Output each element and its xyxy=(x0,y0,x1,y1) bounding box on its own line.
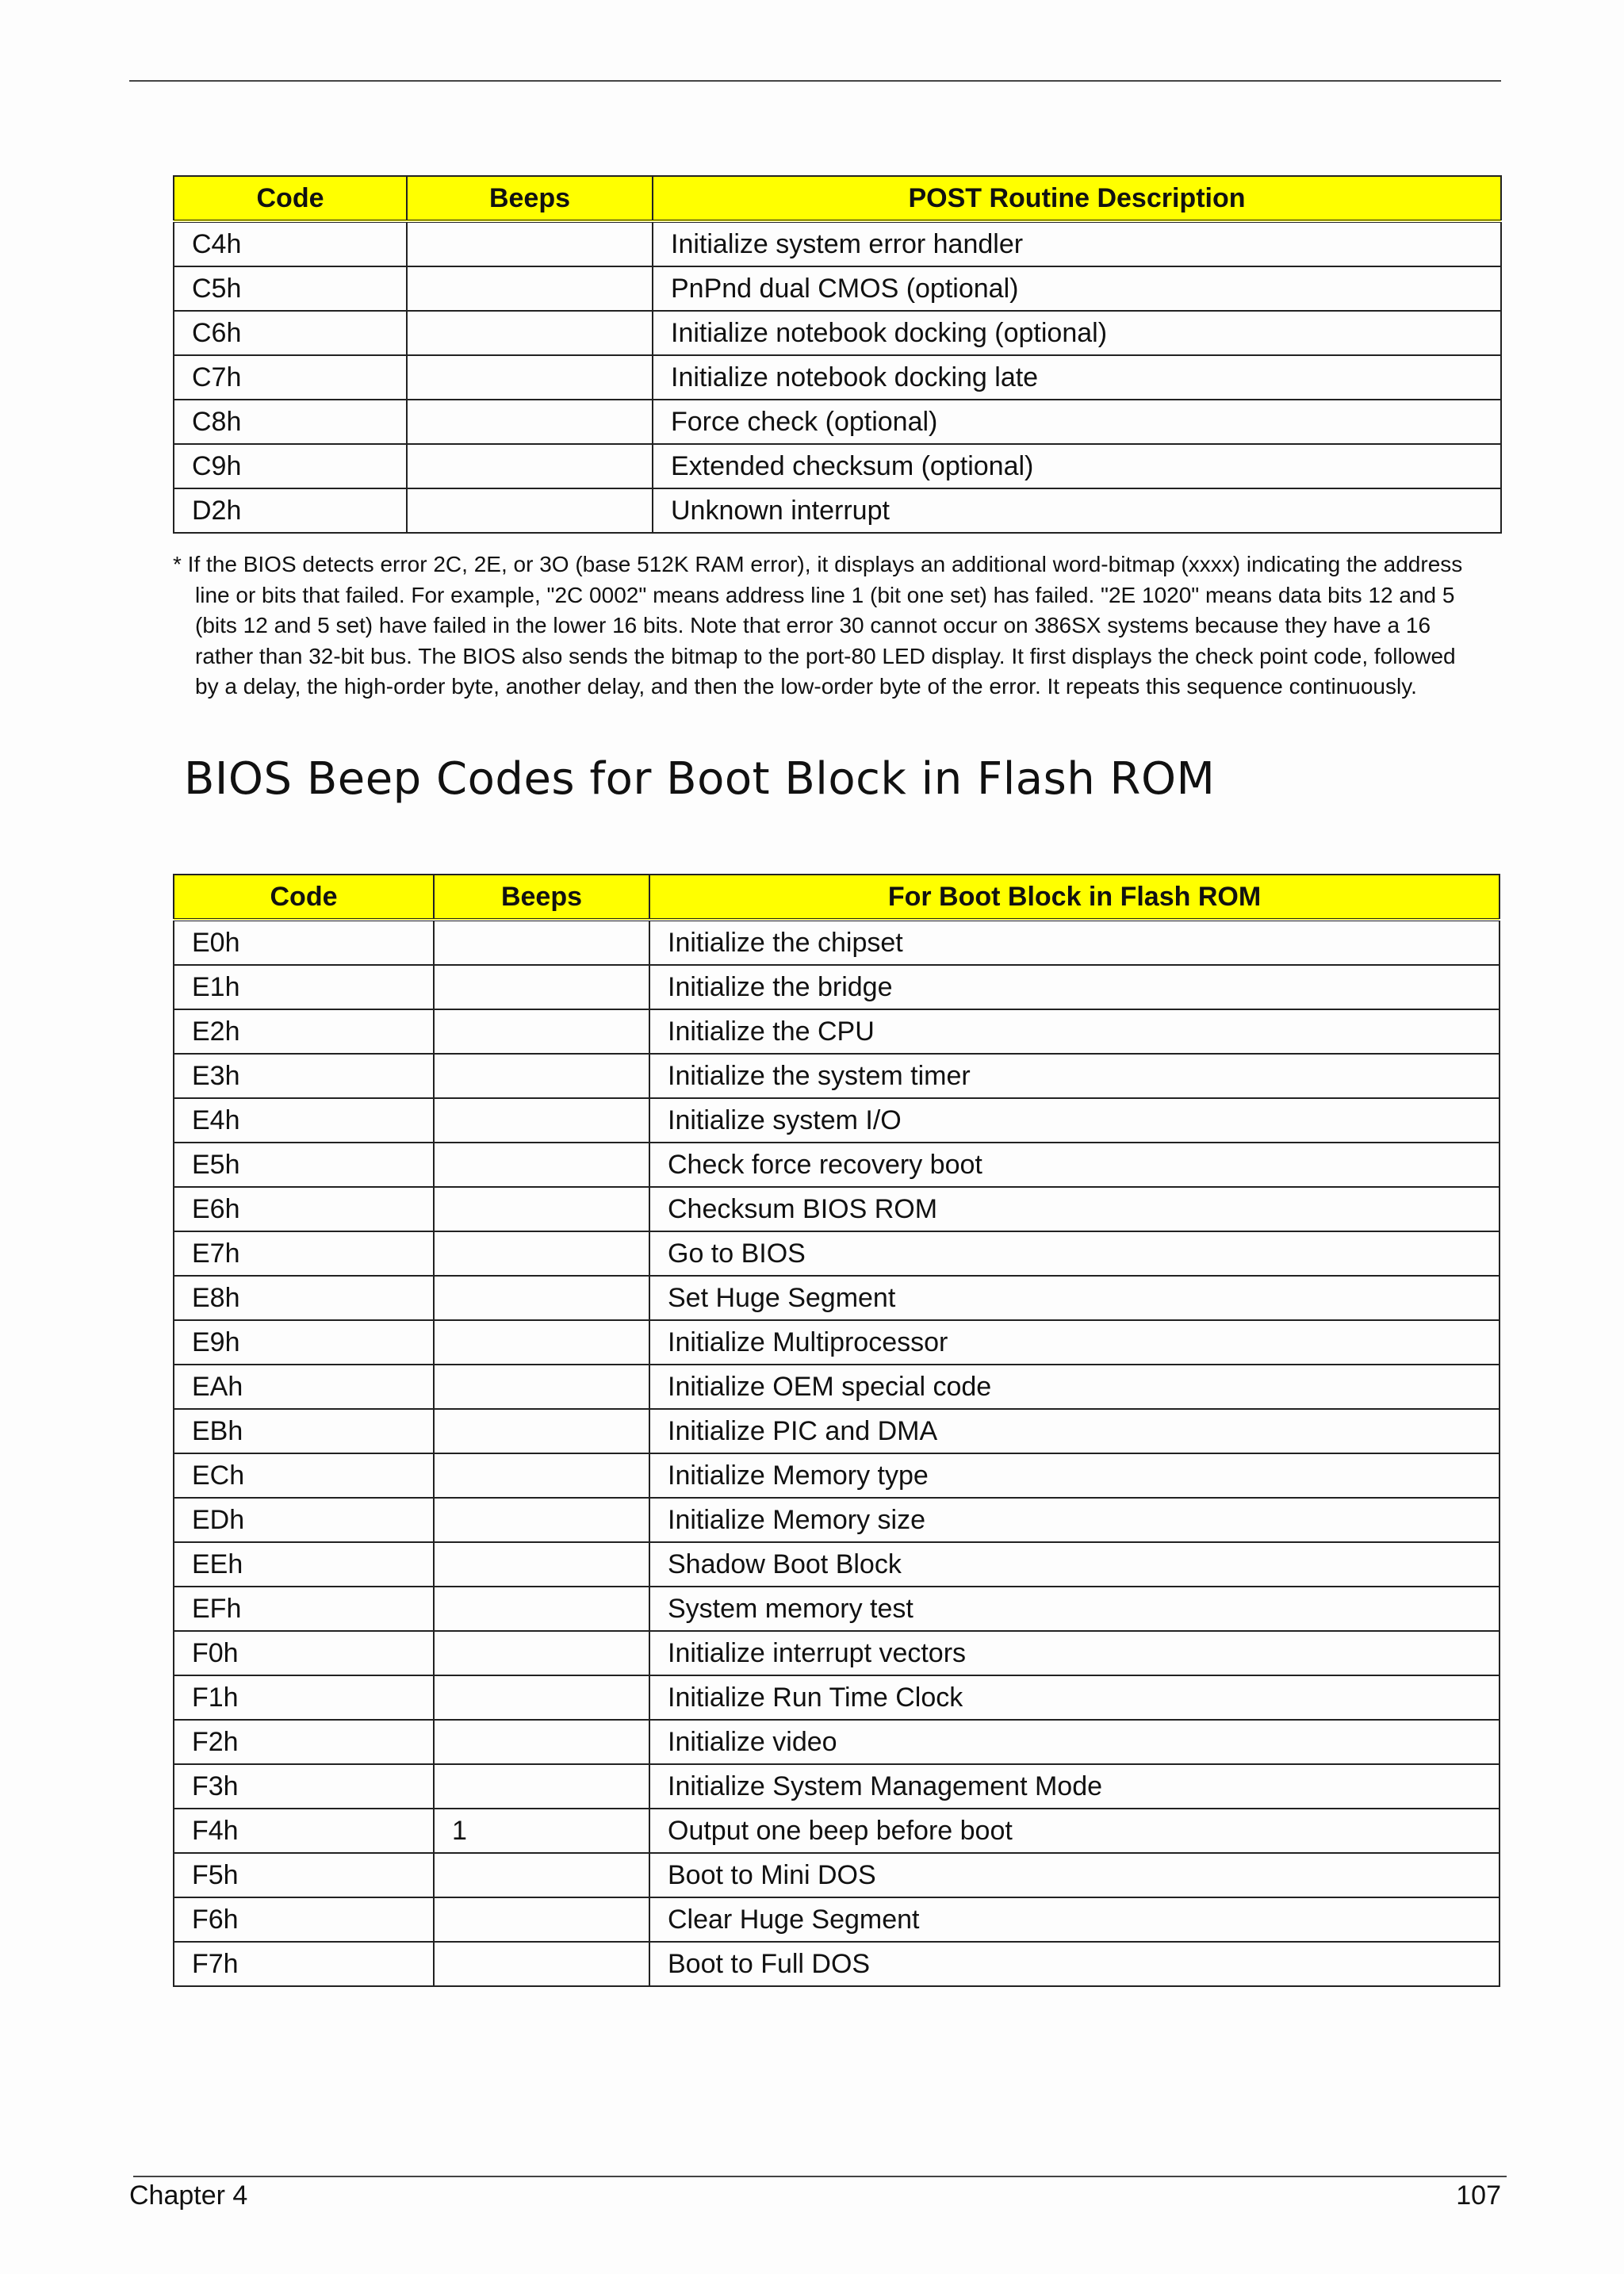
cell-beeps xyxy=(434,1498,649,1542)
cell-description: Check force recovery boot xyxy=(649,1143,1500,1187)
cell-beeps xyxy=(434,965,649,1009)
cell-code: F1h xyxy=(174,1675,434,1720)
cell-beeps xyxy=(434,1409,649,1453)
table-row xyxy=(174,920,1500,965)
cell-description: Initialize system I/O xyxy=(649,1098,1500,1143)
table-row xyxy=(174,965,1500,1009)
cell-description: PnPnd dual CMOS (optional) xyxy=(653,266,1501,311)
cell-beeps xyxy=(434,920,649,965)
cell-code: F2h xyxy=(174,1720,434,1764)
cell-code: EDh xyxy=(174,1498,434,1542)
cell-beeps xyxy=(407,444,653,488)
cell-description: Initialize the bridge xyxy=(649,965,1500,1009)
cell-code: C5h xyxy=(174,266,407,311)
cell-code: C8h xyxy=(174,400,407,444)
cell-beeps xyxy=(407,221,653,266)
cell-description: Boot to Mini DOS xyxy=(649,1853,1500,1897)
cell-description: Initialize notebook docking (optional) xyxy=(653,311,1501,355)
cell-description: Initialize system error handler xyxy=(653,221,1501,266)
column-header-beeps: Beeps xyxy=(434,875,649,920)
cell-code: C6h xyxy=(174,311,407,355)
cell-description: Extended checksum (optional) xyxy=(653,444,1501,488)
cell-code: E0h xyxy=(174,920,434,965)
cell-code: E9h xyxy=(174,1320,434,1365)
cell-code: F4h xyxy=(174,1809,434,1853)
cell-code: F3h xyxy=(174,1764,434,1809)
cell-description: Initialize video xyxy=(649,1720,1500,1764)
cell-description: Shadow Boot Block xyxy=(649,1542,1500,1587)
table-row xyxy=(174,355,1501,400)
cell-beeps xyxy=(434,1009,649,1054)
table-row xyxy=(174,400,1501,444)
table-row xyxy=(174,1187,1500,1231)
cell-beeps xyxy=(434,1231,649,1276)
cell-beeps xyxy=(434,1143,649,1187)
cell-description: Checksum BIOS ROM xyxy=(649,1187,1500,1231)
cell-code: E2h xyxy=(174,1009,434,1054)
cell-beeps xyxy=(407,355,653,400)
table-row xyxy=(174,1231,1500,1276)
footer-rule xyxy=(133,2176,1507,2177)
header-rule xyxy=(129,80,1501,82)
section-heading: BIOS Beep Codes for Boot Block in Flash ROM xyxy=(184,753,1216,805)
table-row xyxy=(174,1498,1500,1542)
table-header-row xyxy=(174,176,1501,221)
table-row xyxy=(174,1365,1500,1409)
cell-description: Initialize notebook docking late xyxy=(653,355,1501,400)
cell-beeps xyxy=(434,1054,649,1098)
cell-description: Force check (optional) xyxy=(653,400,1501,444)
cell-code: EEh xyxy=(174,1542,434,1587)
cell-beeps xyxy=(434,1631,649,1675)
cell-beeps xyxy=(407,488,653,533)
cell-code: EBh xyxy=(174,1409,434,1453)
cell-description: Unknown interrupt xyxy=(653,488,1501,533)
table-row xyxy=(174,1675,1500,1720)
column-header-code: Code xyxy=(174,176,407,221)
table-row xyxy=(174,266,1501,311)
table-row xyxy=(174,1409,1500,1453)
cell-description: Initialize Memory type xyxy=(649,1453,1500,1498)
cell-beeps xyxy=(434,1897,649,1942)
table-row xyxy=(174,1587,1500,1631)
cell-beeps xyxy=(407,311,653,355)
boot-block-codes-table xyxy=(173,874,1500,1987)
cell-beeps xyxy=(434,1453,649,1498)
cell-code: F5h xyxy=(174,1853,434,1897)
cell-description: Initialize the system timer xyxy=(649,1054,1500,1098)
cell-description: Initialize Memory size xyxy=(649,1498,1500,1542)
cell-code: C7h xyxy=(174,355,407,400)
cell-description: Output one beep before boot xyxy=(649,1809,1500,1853)
cell-beeps xyxy=(434,1764,649,1809)
cell-code: E8h xyxy=(174,1276,434,1320)
table-row xyxy=(174,1276,1500,1320)
table-row xyxy=(174,1631,1500,1675)
cell-code: E6h xyxy=(174,1187,434,1231)
cell-code: EFh xyxy=(174,1587,434,1631)
cell-beeps xyxy=(407,266,653,311)
table-row xyxy=(174,488,1501,533)
cell-beeps xyxy=(407,400,653,444)
cell-description: Go to BIOS xyxy=(649,1231,1500,1276)
cell-beeps xyxy=(434,1276,649,1320)
cell-beeps: 1 xyxy=(434,1809,649,1853)
table-row xyxy=(174,1320,1500,1365)
cell-code: EAh xyxy=(174,1365,434,1409)
cell-description: Boot to Full DOS xyxy=(649,1942,1500,1986)
cell-description: Initialize the chipset xyxy=(649,920,1500,965)
cell-code: E5h xyxy=(174,1143,434,1187)
cell-beeps xyxy=(434,1942,649,1986)
footer-page-number: 107 xyxy=(1456,2180,1501,2211)
cell-code: F0h xyxy=(174,1631,434,1675)
table-row xyxy=(174,444,1501,488)
cell-beeps xyxy=(434,1320,649,1365)
cell-beeps xyxy=(434,1365,649,1409)
cell-beeps xyxy=(434,1675,649,1720)
cell-beeps xyxy=(434,1720,649,1764)
cell-code: C9h xyxy=(174,444,407,488)
table-row xyxy=(174,1542,1500,1587)
cell-code: D2h xyxy=(174,488,407,533)
table-row xyxy=(174,1054,1500,1098)
cell-description: Clear Huge Segment xyxy=(649,1897,1500,1942)
cell-code: E1h xyxy=(174,965,434,1009)
footnote: * If the BIOS detects error 2C, 2E, or 3O (base 512K RAM error), it displays an additional word-bitmap (xxxx) indicating the address line or bits that failed. For example, "2C 0002" means address line 1 (bit one set) has failed. "2E 1020" means data bits 12 and 5 (bits 12 and 5 set) have failed in the lower 16 bits. Note that error 30 cannot occur on 386SX systems because they have a 16 rather than 32-bit bus. The BIOS also sends the bitmap to the port-80 LED display. It first displays the check point code, followed by a delay, the high-order byte, another delay, and then the low-order byte of the error. It repeats this sequence continuously. xyxy=(173,552,1463,699)
table-row xyxy=(174,1809,1500,1853)
column-header-code: Code xyxy=(174,875,434,920)
cell-description: Set Huge Segment xyxy=(649,1276,1500,1320)
cell-code: E4h xyxy=(174,1098,434,1143)
cell-beeps xyxy=(434,1542,649,1587)
cell-description: Initialize Multiprocessor xyxy=(649,1320,1500,1365)
cell-beeps xyxy=(434,1853,649,1897)
table-row xyxy=(174,1720,1500,1764)
column-header-description: POST Routine Description xyxy=(653,176,1501,221)
post-codes-table-continued xyxy=(173,175,1502,534)
cell-code: E3h xyxy=(174,1054,434,1098)
cell-description: Initialize PIC and DMA xyxy=(649,1409,1500,1453)
table-row xyxy=(174,1764,1500,1809)
cell-description: Initialize interrupt vectors xyxy=(649,1631,1500,1675)
cell-code: ECh xyxy=(174,1453,434,1498)
cell-code: E7h xyxy=(174,1231,434,1276)
table-row xyxy=(174,1942,1500,1986)
table-header-row xyxy=(174,875,1500,920)
cell-description: Initialize OEM special code xyxy=(649,1365,1500,1409)
cell-description: System memory test xyxy=(649,1587,1500,1631)
table-row xyxy=(174,1143,1500,1187)
cell-description: Initialize the CPU xyxy=(649,1009,1500,1054)
cell-description: Initialize System Management Mode xyxy=(649,1764,1500,1809)
table-row xyxy=(174,311,1501,355)
footer-chapter: Chapter 4 xyxy=(129,2180,248,2211)
table-row xyxy=(174,221,1501,266)
table-row xyxy=(174,1009,1500,1054)
table-row xyxy=(174,1098,1500,1143)
cell-beeps xyxy=(434,1587,649,1631)
column-header-description: For Boot Block in Flash ROM xyxy=(649,875,1500,920)
cell-description: Initialize Run Time Clock xyxy=(649,1675,1500,1720)
table-row xyxy=(174,1453,1500,1498)
cell-beeps xyxy=(434,1098,649,1143)
table-row xyxy=(174,1897,1500,1942)
cell-code: F6h xyxy=(174,1897,434,1942)
table-row xyxy=(174,1853,1500,1897)
column-header-beeps: Beeps xyxy=(407,176,653,221)
cell-code: C4h xyxy=(174,221,407,266)
cell-code: F7h xyxy=(174,1942,434,1986)
cell-beeps xyxy=(434,1187,649,1231)
